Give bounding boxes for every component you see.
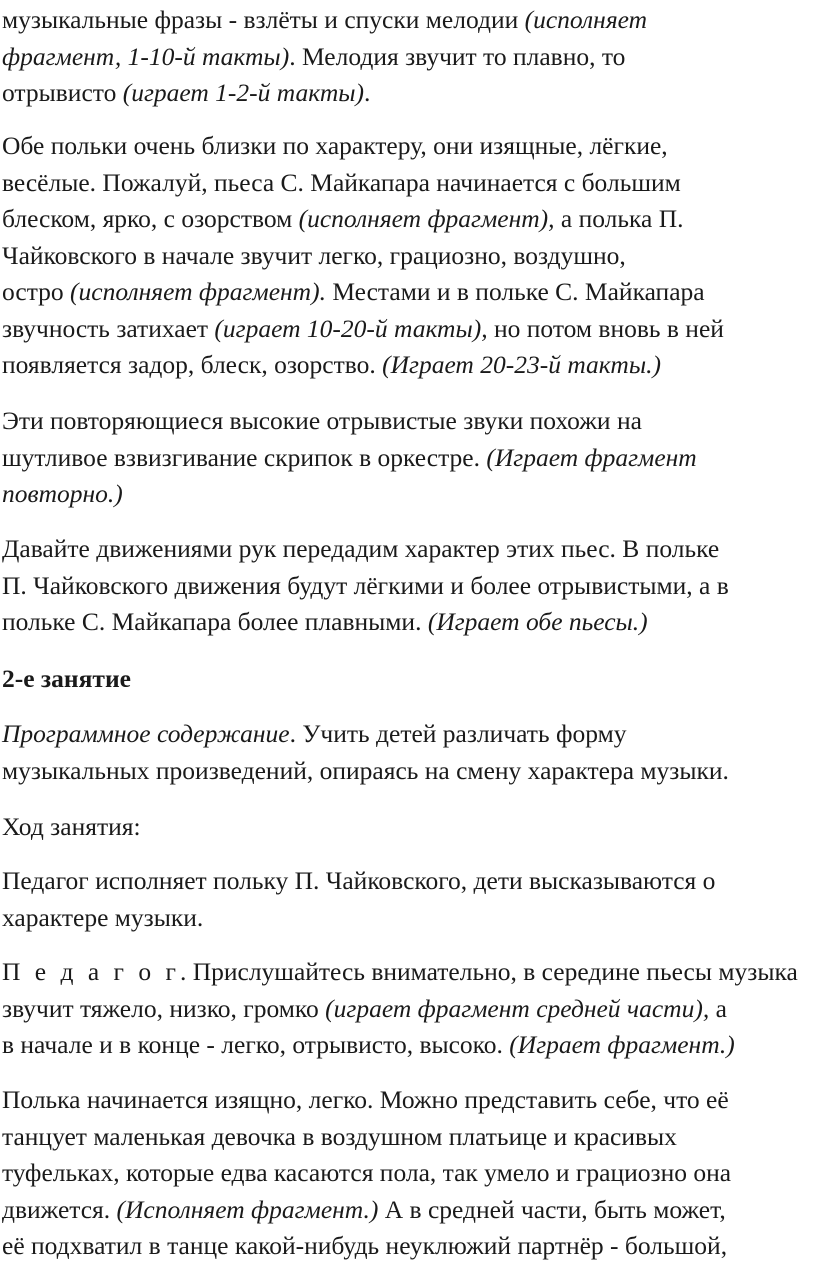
text-line xyxy=(2,568,814,605)
text-line xyxy=(2,1027,814,1064)
text-run: а полька П. xyxy=(554,204,684,233)
text-run: Местами и в польке С. Майкапара xyxy=(325,277,705,306)
paragraph-violins xyxy=(2,403,814,513)
text-run: весёлые. Пожалуй, пьеса С. Майкапара начинается с большим xyxy=(2,167,681,197)
text-run: её подхватил в танце какой-нибудь неуклюжий партнёр - большой, xyxy=(2,1231,728,1260)
text-run: блеском, ярко, с озорством xyxy=(2,204,299,233)
text-run: П е д а г о г xyxy=(2,957,180,986)
text-line xyxy=(2,128,814,165)
text-run: Ход занятия: xyxy=(2,812,141,841)
paragraph-teacher-speech xyxy=(2,954,814,1064)
text-run: музыкальные фразы - взлёты и спуски мелодии xyxy=(2,5,525,34)
text-run: движется. xyxy=(2,1194,117,1224)
text-run: отрывисто xyxy=(2,78,123,107)
text-line xyxy=(2,201,814,238)
italic-text-run: (Играет обе пьесы.) xyxy=(427,607,648,636)
italic-text-run: (Играет 20-23-й такты.) xyxy=(382,350,661,379)
text-line xyxy=(2,1119,814,1156)
paragraph-teacher-plays xyxy=(2,863,814,936)
text-line xyxy=(2,476,814,513)
section-heading-lesson-2 xyxy=(2,661,814,698)
text-run: польке С. Майкапара более плавными. xyxy=(2,607,428,636)
text-run: Чайковского в начале звучит легко, грациозно, воздушно, xyxy=(2,240,626,270)
text-run: туфельках, которые едва касаются пола, так умело и грациозно она xyxy=(2,1158,732,1187)
italic-text-run: (играет фрагмент средней части), xyxy=(325,993,710,1023)
text-line xyxy=(2,1192,814,1229)
text-run: танцует маленькая девочка в воздушном платьице и красивых xyxy=(2,1121,677,1151)
text-line xyxy=(2,274,814,311)
text-run: . xyxy=(364,78,371,107)
text-run: характере музыки. xyxy=(2,902,204,932)
italic-text-run: (Играет фрагмент xyxy=(486,442,697,472)
text-line xyxy=(2,165,814,202)
text-run: А в средней части, быть может, xyxy=(378,1194,726,1224)
text-line xyxy=(2,39,814,76)
text-run: а xyxy=(709,993,727,1023)
text-run: Эти повторяющиеся высокие отрывистые звуки похожи на xyxy=(2,406,642,435)
text-run: музыкальных произведений, опираясь на смену характера музыки. xyxy=(2,755,729,785)
text-run: . Учить детей различать форму xyxy=(289,719,627,748)
italic-text-run: (Исполняет фрагмент.) xyxy=(116,1194,379,1224)
text-run: остро xyxy=(2,277,71,306)
text-line xyxy=(2,604,814,641)
text-line xyxy=(2,1082,814,1119)
italic-text-run: повторно.) xyxy=(2,479,123,508)
paragraph-program-content xyxy=(2,716,814,789)
text-line xyxy=(2,347,814,384)
text-line xyxy=(2,238,814,275)
paragraph-lesson-progress xyxy=(2,809,814,846)
italic-text-run: (играет 10-20-й такты), xyxy=(214,313,488,343)
italic-text-run: (исполняет фрагмент). xyxy=(70,277,326,306)
italic-text-run: фрагмент, 1-10-й такты) xyxy=(2,41,290,71)
text-line xyxy=(2,531,814,568)
text-run: звучит тяжело, низко, громко xyxy=(2,993,326,1023)
italic-text-run: (Играет фрагмент.) xyxy=(509,1030,735,1059)
text-line xyxy=(2,440,814,477)
text-line xyxy=(2,809,814,846)
paragraph-polka-description xyxy=(2,1082,814,1265)
text-line xyxy=(2,75,814,112)
text-line xyxy=(2,661,814,698)
text-run: Обе польки очень близки по характеру, они изящные, лёгкие, xyxy=(2,131,668,160)
text-line xyxy=(2,863,814,900)
text-line xyxy=(2,900,814,937)
text-run: появляется задор, блеск, озорство. xyxy=(2,350,383,379)
italic-text-run: Программное содержание xyxy=(2,719,290,748)
text-run: Полька начинается изящно, легко. Можно представить себе, что её xyxy=(2,1085,729,1114)
text-run: в начале и в конце - легко, отрывисто, высоко. xyxy=(2,1030,510,1059)
bold-text-run: 2-е занятие xyxy=(2,664,131,693)
italic-text-run: (исполняет фрагмент), xyxy=(298,204,555,233)
paragraph-melody-phrases xyxy=(2,2,814,112)
italic-text-run: (играет 1-2-й такты) xyxy=(122,78,365,107)
text-run: шутливое взвизгивание скрипок в оркестре. xyxy=(2,442,487,472)
text-run: П. Чайковского движения будут лёгкими и более отрывистыми, а в xyxy=(2,570,729,600)
text-line xyxy=(2,716,814,753)
paragraph-polkas-comparison xyxy=(2,128,814,384)
text-run: Педагог исполняет польку П. Чайковского, дети высказываются о xyxy=(2,866,716,895)
paragraph-hand-movements xyxy=(2,531,814,641)
text-run: . Мелодия звучит то плавно, то xyxy=(289,41,626,71)
text-line xyxy=(2,403,814,440)
text-run: но потом вновь в ней xyxy=(487,313,724,343)
text-line xyxy=(2,753,814,790)
text-run: . Прислушайтесь внимательно, в середине пьесы музыка xyxy=(179,957,798,986)
text-line xyxy=(2,2,814,39)
text-run: Давайте движениями рук передадим характер этих пьес. В польке xyxy=(2,534,720,563)
text-line xyxy=(2,1155,814,1192)
text-line xyxy=(2,954,814,991)
text-line xyxy=(2,991,814,1028)
italic-text-run: (исполняет xyxy=(524,5,648,34)
text-run: звучность затихает xyxy=(2,313,215,343)
text-line xyxy=(2,1228,814,1265)
text-line xyxy=(2,311,814,348)
